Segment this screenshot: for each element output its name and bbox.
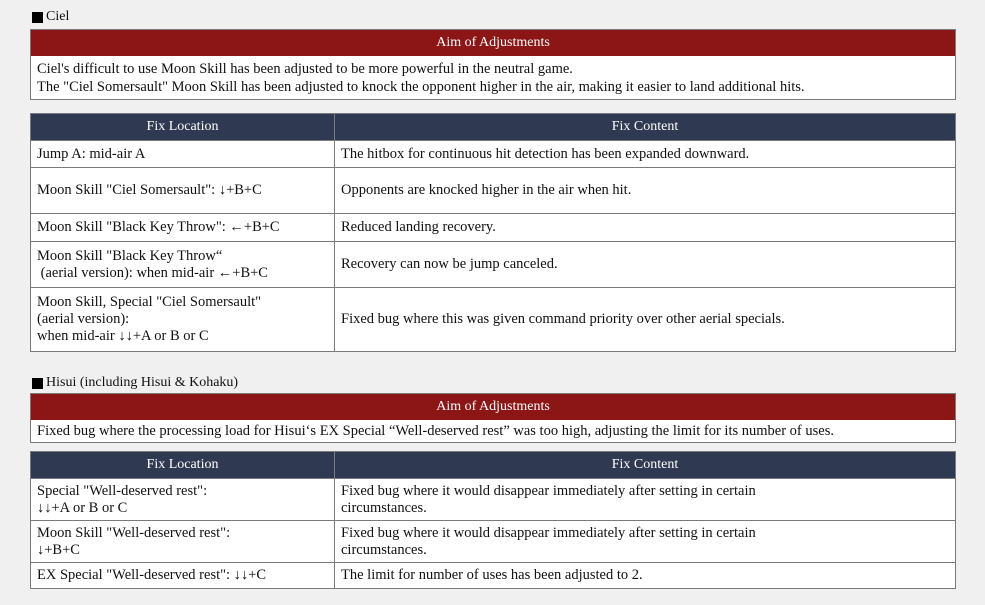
fix-content-text: Opponents are knocked higher in the air when hit. — [341, 182, 632, 198]
fix-location-text: Moon Skill "Ciel Somersault": ↓+B+C — [37, 182, 262, 198]
table-row — [31, 479, 956, 521]
fix-location-cell — [31, 214, 335, 242]
fix-content-text: The limit for number of uses has been adjusted to 2. — [341, 567, 643, 583]
fix-location-text: Moon Skill "Black Key Throw“ — [37, 247, 223, 264]
fix-content-text: The hitbox for continuous hit detection has been expanded downward. — [341, 145, 750, 162]
fix-content-text: circumstances. — [341, 499, 427, 516]
fix-location-text: EX Special "Well-deserved rest": ↓↓+C — [37, 567, 267, 583]
fix-location-cell — [31, 479, 335, 521]
fix-location-cell — [31, 563, 335, 589]
fix-content-text: Reduced landing recovery. — [341, 219, 496, 235]
fix-content-text: circumstances. — [341, 541, 427, 558]
ciel-aim-line-2: The "Ciel Somersault" Moon Skill has been adjusted to knock the opponent higher in the air, making it easier to land additional hits. — [37, 79, 805, 95]
fix-content-cell — [335, 141, 956, 168]
hisui-section-title — [32, 375, 238, 391]
fix-location-text: Moon Skill, Special "Ciel Somersault" — [37, 294, 262, 310]
fix-location-cell — [31, 242, 335, 288]
fix-location-text: Moon Skill "Black Key Throw": ←+B+C — [37, 219, 280, 235]
fix-location-text: ↓↓+A or B or C — [37, 499, 128, 516]
fix-location-text: ↓+B+C — [37, 541, 80, 558]
ciel-fix-table — [30, 113, 956, 352]
fix-location-text: Jump A: mid-air A — [37, 145, 146, 162]
ciel-section-title — [32, 9, 69, 25]
fix-content-cell — [335, 563, 956, 589]
black-square-icon — [32, 378, 43, 389]
ciel-table-header-row — [31, 114, 956, 141]
hisui-table-header-row — [31, 452, 956, 479]
fix-location-cell — [31, 288, 335, 352]
table-row — [31, 563, 956, 589]
hisui-aim-box — [30, 393, 956, 443]
ciel-col-fix-content: Fix Content — [335, 114, 956, 141]
ciel-col-fix-location: Fix Location — [31, 114, 335, 141]
ciel-section-title-text: Ciel — [46, 9, 70, 24]
fix-location-text: (aerial version): when mid-air ←+B+C — [37, 264, 268, 281]
black-square-icon — [32, 12, 43, 23]
table-row — [31, 521, 956, 563]
fix-content-text: Fixed bug where it would disappear immediately after setting in certain — [341, 524, 756, 541]
fix-location-cell — [31, 521, 335, 563]
hisui-aim-body — [31, 420, 955, 442]
table-row — [31, 214, 956, 242]
fix-location-cell — [31, 141, 335, 168]
fix-content-text: Fixed bug where this was given command priority over other aerial specials. — [341, 311, 785, 327]
ciel-aim-header: Aim of Adjustments — [31, 30, 955, 56]
hisui-fix-table — [30, 451, 956, 589]
ciel-aim-body — [31, 56, 955, 99]
ciel-aim-box — [30, 29, 956, 100]
hisui-col-fix-location: Fix Location — [31, 452, 335, 479]
fix-content-cell — [335, 214, 956, 242]
fix-content-cell — [335, 479, 956, 521]
hisui-aim-header: Aim of Adjustments — [31, 394, 955, 420]
fix-location-text: (aerial version): — [37, 311, 130, 327]
fix-location-text: when mid-air ↓↓+A or B or C — [37, 328, 209, 344]
table-row — [31, 288, 956, 352]
hisui-col-fix-content: Fix Content — [335, 452, 956, 479]
ciel-aim-line-1: Ciel's difficult to use Moon Skill has been adjusted to be more powerful in the neutral game. — [37, 61, 573, 77]
fix-location-text: Special "Well-deserved rest": — [37, 482, 208, 499]
fix-content-cell — [335, 242, 956, 288]
table-row — [31, 141, 956, 168]
table-row — [31, 168, 956, 214]
fix-location-text: Moon Skill "Well-deserved rest": — [37, 524, 231, 541]
fix-content-text: Recovery can now be jump canceled. — [341, 256, 558, 272]
hisui-aim-line-1: Fixed bug where the processing load for Hisui‘s EX Special “Well-deserved rest” was too high, adjusting the limit for its number of uses. — [37, 423, 834, 439]
fix-content-cell — [335, 521, 956, 563]
fix-location-cell — [31, 168, 335, 214]
fix-content-cell — [335, 288, 956, 352]
fix-content-text: Fixed bug where it would disappear immediately after setting in certain — [341, 482, 756, 499]
hisui-section-title-text: Hisui (including Hisui & Kohaku) — [46, 375, 239, 390]
fix-content-cell — [335, 168, 956, 214]
table-row — [31, 242, 956, 288]
